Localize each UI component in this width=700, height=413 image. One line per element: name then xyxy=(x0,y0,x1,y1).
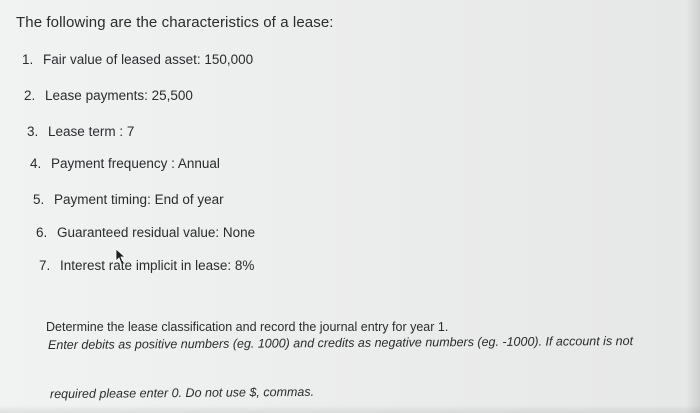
item-value: 8% xyxy=(234,258,255,273)
item-label: Lease term : xyxy=(48,124,124,139)
item-number: 7. xyxy=(39,258,51,273)
lease-item-interest-rate xyxy=(39,258,254,273)
item-number: 1. xyxy=(22,52,34,67)
lease-item-timing xyxy=(33,192,224,207)
item-number: 5. xyxy=(33,192,45,207)
item-label: Fair value of leased asset: xyxy=(43,52,201,67)
lease-item-term xyxy=(27,124,134,139)
lease-item-fair-value xyxy=(22,52,253,67)
item-label: Guaranteed residual value: xyxy=(57,225,220,240)
item-label: Payment frequency : xyxy=(51,156,175,171)
item-label: Payment timing: xyxy=(54,192,151,207)
problem-intro: The following are the characteristics of a lease: xyxy=(16,14,334,31)
lease-item-frequency xyxy=(30,156,220,171)
item-number: 3. xyxy=(27,124,39,139)
item-value: 25,500 xyxy=(151,88,193,103)
item-number: 6. xyxy=(36,225,48,240)
lease-item-residual xyxy=(36,225,255,240)
instruction-entry-format: Enter debits as positive numbers (eg. 1000) and credits as negative numbers (eg. -1000). If account is not xyxy=(47,333,634,353)
item-number: 2. xyxy=(24,88,36,103)
instruction-no-symbols: required please enter 0. Do not use $, commas. xyxy=(49,384,315,402)
screen-edge-shadow xyxy=(686,0,700,413)
item-value: Annual xyxy=(177,156,220,171)
item-value: None xyxy=(222,225,256,240)
item-value: End of year xyxy=(154,192,224,207)
item-number: 4. xyxy=(30,156,42,171)
item-label: Lease payments: xyxy=(45,88,148,103)
item-value: 150,000 xyxy=(204,52,254,67)
instruction-determine: Determine the lease classification and record the journal entry for year 1. xyxy=(46,320,449,334)
item-label: Interest rate implicit in lease: xyxy=(60,258,232,273)
screen-bottom-edge xyxy=(0,405,700,413)
lease-item-payments xyxy=(24,88,193,103)
item-value: 7 xyxy=(126,124,135,139)
